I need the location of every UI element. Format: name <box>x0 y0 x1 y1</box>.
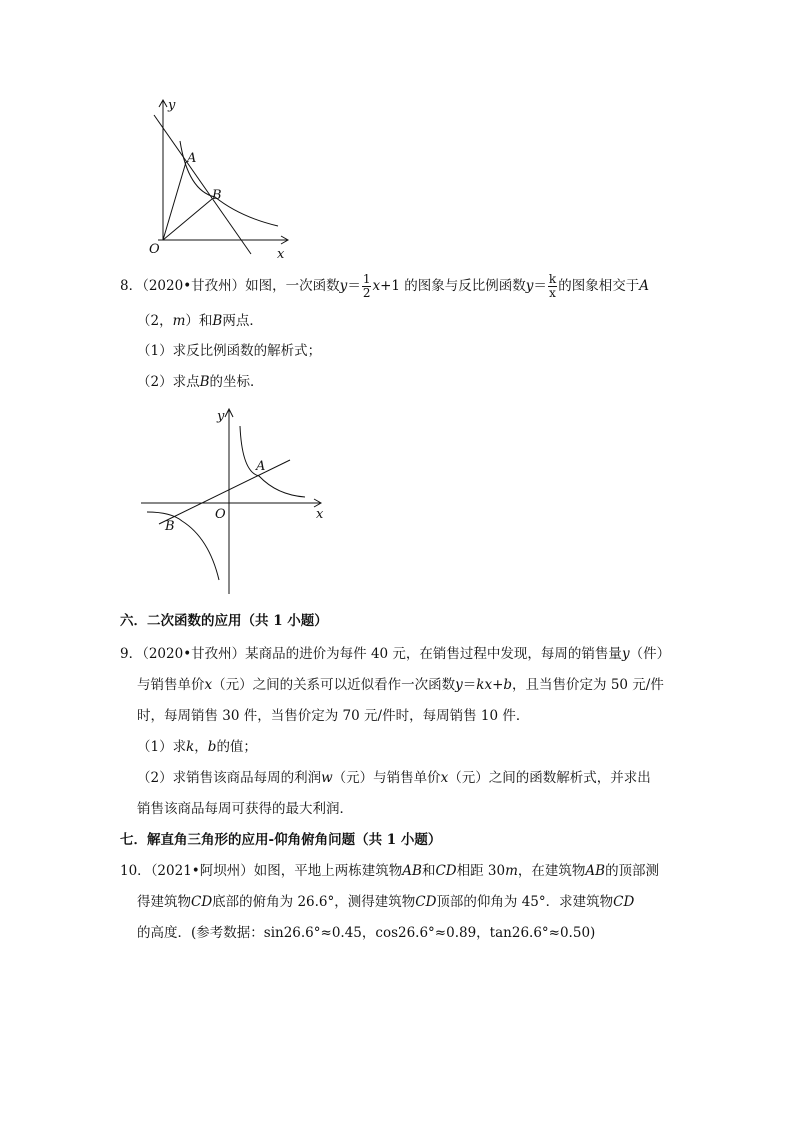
q9-line3: 时，每周销售 30 件，当售价定为 70 元/件时，每周销售 10 件． <box>137 708 530 724</box>
label-b: B <box>165 519 175 534</box>
label-y: y <box>168 98 176 113</box>
hyperbola-branch-upper <box>240 426 305 497</box>
segment-oa <box>163 162 186 240</box>
q9-part2: （2）求销售该商品每周的利润w（元）与销售单价x（元）之间的函数解析式，并求出 <box>137 770 651 786</box>
segment-ob <box>163 199 212 240</box>
label-a: A <box>256 459 266 474</box>
label-a: A <box>187 151 197 166</box>
section-7-heading: 七．解直角三角形的应用-仰角俯角问题（共 1 小题） <box>120 832 442 848</box>
q8-part2: （2）求点B的坐标． <box>137 374 264 390</box>
section-6-heading: 六．二次函数的应用（共 1 小题） <box>120 613 328 629</box>
q10-line3: 的高度．(参考数据：sin26.6°≈0.45，cos26.6°≈0.89，tan26.6°≈0.50) <box>137 925 596 941</box>
q8-source: （2020•甘孜州） <box>142 278 246 294</box>
q10-line2: 得建筑物CD底部的俯角为 26.6°，测得建筑物CD顶部的仰角为 45°．求建筑物CD <box>137 894 635 910</box>
q9-part1: （1）求k，b的值； <box>137 739 257 755</box>
fraction-half: $\frac{1}{2}$ <box>362 272 371 300</box>
label-o: O <box>215 507 226 522</box>
q8-num: 8． <box>120 278 143 294</box>
q8-line1: 8．（2020•甘孜州）如图，一次函数y＝ $\frac{1}{2}$ x+1 的图象与反比例函数y＝ $\frac{k}{x}$ 的图象相交于A <box>120 272 649 300</box>
q8-part1: （1）求反比例函数的解析式； <box>137 343 322 359</box>
label-y: y <box>217 409 225 424</box>
label-x: x <box>316 507 324 522</box>
label-b: B <box>212 188 222 203</box>
hyperbola-branch-lower <box>147 512 219 580</box>
figure-1 <box>140 95 300 263</box>
q10-line1: 10．（2021•阿坝州）如图，平地上两栋建筑物AB和CD相距 30m，在建筑物AB的顶部测 <box>120 863 660 879</box>
label-x: x <box>277 247 285 262</box>
figure-2 <box>135 402 335 598</box>
fraction-k-over-x: $\frac{k}{x}$ <box>548 272 557 300</box>
q9-line2: 与销售单价x（元）之间的关系可以近似看作一次函数y＝kx+b，且当售价定为 50 元/件 <box>137 677 664 693</box>
linear-line <box>154 115 251 254</box>
q9-line1: 9．（2020•甘孜州）某商品的进价为每件 40 元，在销售过程中发现，每周的销售量y（件） <box>120 646 671 662</box>
q8-line2: （2，m）和B两点． <box>137 313 263 329</box>
label-o: O <box>149 242 160 257</box>
q9-part2-cont: 销售该商品每周可获得的最大利润． <box>137 801 353 817</box>
